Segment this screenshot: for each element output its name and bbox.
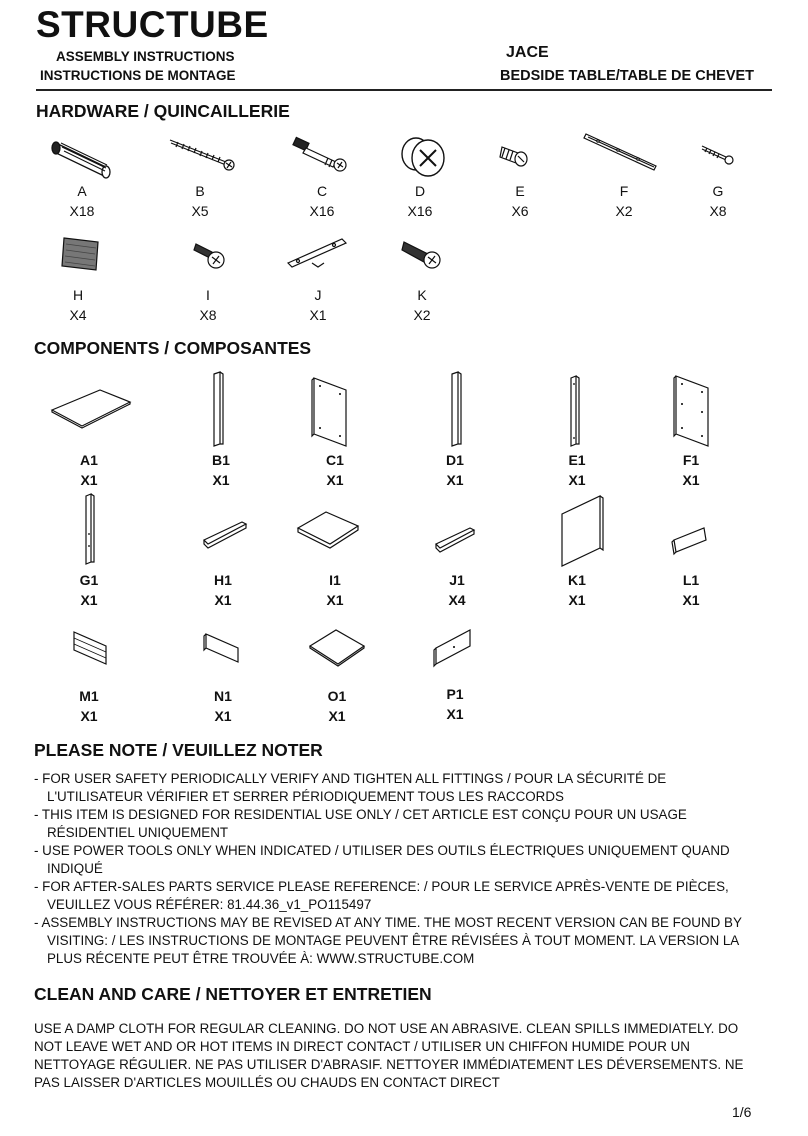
hardware-heading: HARDWARE / QUINCAILLERIE [36, 101, 290, 121]
hardware-qty: X16 [309, 203, 335, 219]
component-j1 [432, 570, 482, 610]
hardware-item-i [178, 285, 238, 325]
header-divider [36, 89, 772, 91]
handle-bolt-icon [402, 238, 444, 272]
components-heading: COMPONENTS / COMPOSANTES [34, 338, 312, 358]
hardware-item-g [688, 181, 748, 221]
component-qty: X1 [328, 708, 346, 724]
note-list [34, 770, 754, 968]
component-qty: X1 [80, 708, 98, 724]
component-qty: X1 [212, 472, 230, 488]
component-f1 [666, 450, 716, 490]
hardware-qty: X1 [309, 307, 327, 323]
component-letter: L1 [682, 572, 700, 588]
component-letter: K1 [568, 572, 586, 588]
note-item: - ASSEMBLY INSTRUCTIONS MAY BE REVISED AT ANY TIME. THE MOST RECENT VERSION CAN BE FOUND BY VISITING: / LES INSTRUCTIONS DE MONTAGE PEUVENT ÊTRE RÉVISÉES À TOUT MOMENT. LA VERSION LA PLUS RÉCENTE PEUT ÊTRE TROUVÉE À: WWW.STRUCTUBE.COM [34, 915, 742, 966]
component-m1 [64, 686, 114, 726]
care-text: USE A DAMP CLOTH FOR REGULAR CLEANING. DO NOT USE AN ABRASIVE. CLEAN SPILLS IMMEDIATELY. DO NOT LEAVE WET AND OR HOT ITEMS IN DIRECT CONTACT / UTILISER UN CHIFFON HUMIDE POUR UN NETTOYAGE RÉGULIER. NE PAS UTILISER D'ABRASIF. NETTOYER IMMÉDIATEMENT LES DÉVERSEMENTS. NE PAS LAISSER D'ARTICLES MOUILLÉS OU CHAUDS EN CONTACT DIRECT [34, 1021, 744, 1090]
hardware-letter: G [712, 183, 724, 199]
component-qty: X1 [214, 708, 232, 724]
hardware-item-k [392, 285, 452, 325]
hardware-item-b [170, 181, 230, 221]
hardware-qty: X8 [199, 307, 217, 323]
panel-n1-drawing [202, 632, 242, 666]
hardware-letter: E [515, 183, 525, 199]
hardware-qty: X6 [511, 203, 529, 219]
note-heading: PLEASE NOTE / VEUILLEZ NOTER [34, 740, 323, 760]
component-letter: A1 [80, 452, 98, 468]
product-name: JACE [506, 44, 549, 61]
component-letter: C1 [326, 452, 344, 468]
panel-e1-drawing [568, 376, 582, 448]
hardware-qty: X16 [407, 203, 433, 219]
note-item: - FOR AFTER-SALES PARTS SERVICE PLEASE REFERENCE: / POUR LE SERVICE APRÈS-VENTE DE PIÈCES, VEUILLEZ VOUS RÉFÉRER: 81.44.36_v1_PO115497 [34, 879, 729, 912]
component-i1 [310, 570, 360, 610]
component-qty: X1 [326, 472, 344, 488]
component-k1 [552, 570, 602, 610]
component-letter: H1 [214, 572, 232, 588]
component-a1 [64, 450, 114, 490]
component-letter: O1 [327, 688, 347, 704]
component-letter: I1 [329, 572, 341, 588]
component-letter: E1 [568, 452, 586, 468]
note-item: - USE POWER TOOLS ONLY WHEN INDICATED / UTILISER DES OUTILS ÉLECTRIQUES UNIQUEMENT QUAND INDIQUÉ [34, 843, 730, 876]
panel-c1-drawing [310, 376, 352, 450]
hardware-qty: X5 [191, 203, 209, 219]
pan-head-screw-icon [194, 240, 228, 272]
panel-j1-drawing [434, 526, 476, 554]
hardware-item-j [288, 285, 348, 325]
metal-bracket-icon [286, 237, 350, 273]
panel-p1-drawing [432, 628, 474, 670]
hardware-qty: X2 [615, 203, 633, 219]
panel-g1-drawing [82, 494, 98, 566]
panel-k1-drawing [560, 494, 606, 570]
hardware-letter: C [316, 183, 328, 199]
hardware-letter: H [72, 287, 84, 303]
hardware-item-a [52, 181, 112, 221]
component-qty: X1 [446, 472, 464, 488]
product-type: BEDSIDE TABLE/TABLE DE CHEVET [500, 68, 755, 84]
hardware-letter: I [206, 287, 210, 303]
hardware-qty: X2 [413, 307, 431, 323]
hardware-item-d [390, 181, 450, 221]
component-g1 [64, 570, 114, 610]
component-c1 [310, 450, 360, 490]
component-b1 [196, 450, 246, 490]
long-wood-screw-icon [168, 136, 238, 172]
component-d1 [430, 450, 480, 490]
component-p1 [430, 684, 480, 724]
component-qty: X1 [326, 592, 344, 608]
note-item: - FOR USER SAFETY PERIODICALLY VERIFY AND TIGHTEN ALL FITTINGS / POUR LA SÉCURITÉ DE L'UTILISATEUR VÉRIFIER ET SERRER PÉRIODIQUEMENT TOUS LES RACCORDS [34, 771, 667, 804]
component-letter: N1 [214, 688, 232, 704]
component-qty: X1 [446, 706, 464, 722]
wooden-dowel-icon [52, 128, 122, 178]
small-screw-icon [700, 144, 736, 166]
component-qty: X1 [80, 472, 98, 488]
panel-o1-drawing [308, 628, 366, 670]
hardware-item-f [594, 181, 654, 221]
felt-pad-icon [62, 236, 102, 274]
hardware-qty: X4 [69, 307, 87, 323]
hardware-letter: F [619, 183, 629, 199]
panel-d1-drawing [448, 372, 464, 448]
hardware-letter: J [314, 287, 322, 303]
panel-i1-drawing [296, 510, 360, 552]
short-screw-icon [498, 141, 532, 171]
hardware-item-e [490, 181, 550, 221]
page-number: 1/6 [732, 1104, 752, 1120]
component-o1 [312, 686, 362, 726]
hardware-item-h [48, 285, 108, 325]
component-e1 [552, 450, 602, 490]
panel-l1-drawing [670, 526, 710, 556]
subtitle-english: ASSEMBLY INSTRUCTIONS [56, 49, 235, 64]
cam-lock-icon [398, 134, 450, 180]
component-letter: J1 [449, 572, 465, 588]
note-item: - THIS ITEM IS DESIGNED FOR RESIDENTIAL USE ONLY / CET ARTICLE EST CONÇU POUR UN USAGE RÉSIDENTIEL UNIQUEMENT [34, 807, 687, 840]
component-qty: X1 [568, 592, 586, 608]
component-qty: X1 [682, 472, 700, 488]
hardware-letter: B [195, 183, 205, 199]
component-letter: G1 [79, 572, 99, 588]
component-qty: X1 [568, 472, 586, 488]
component-letter: B1 [212, 452, 230, 468]
component-letter: D1 [446, 452, 464, 468]
hardware-qty: X18 [69, 203, 95, 219]
hardware-letter: K [417, 287, 427, 303]
component-letter: M1 [79, 688, 99, 704]
component-letter: F1 [682, 452, 700, 468]
panel-b1-drawing [210, 372, 226, 448]
hardware-letter: A [77, 183, 87, 199]
panel-f1-drawing [672, 374, 714, 450]
component-qty: X1 [682, 592, 700, 608]
hardware-letter: D [414, 183, 426, 199]
panel-a1-drawing [50, 388, 132, 434]
component-letter: P1 [446, 686, 464, 702]
hardware-item-c [292, 181, 352, 221]
component-qty: X1 [214, 592, 232, 608]
panel-h1-drawing [202, 520, 248, 550]
component-n1 [198, 686, 248, 726]
component-l1 [666, 570, 716, 610]
brand-logo-text: STRUCTUBE [36, 4, 269, 45]
component-qty: X4 [448, 592, 466, 608]
component-h1 [198, 570, 248, 610]
panel-m1-drawing [70, 630, 110, 668]
drawer-slide-icon [584, 132, 660, 172]
care-heading: CLEAN AND CARE / NETTOYER ET ENTRETIEN [34, 984, 432, 1004]
subtitle-french: INSTRUCTIONS DE MONTAGE [40, 68, 236, 83]
hardware-qty: X8 [709, 203, 727, 219]
cam-bolt-icon [292, 134, 352, 176]
component-qty: X1 [80, 592, 98, 608]
